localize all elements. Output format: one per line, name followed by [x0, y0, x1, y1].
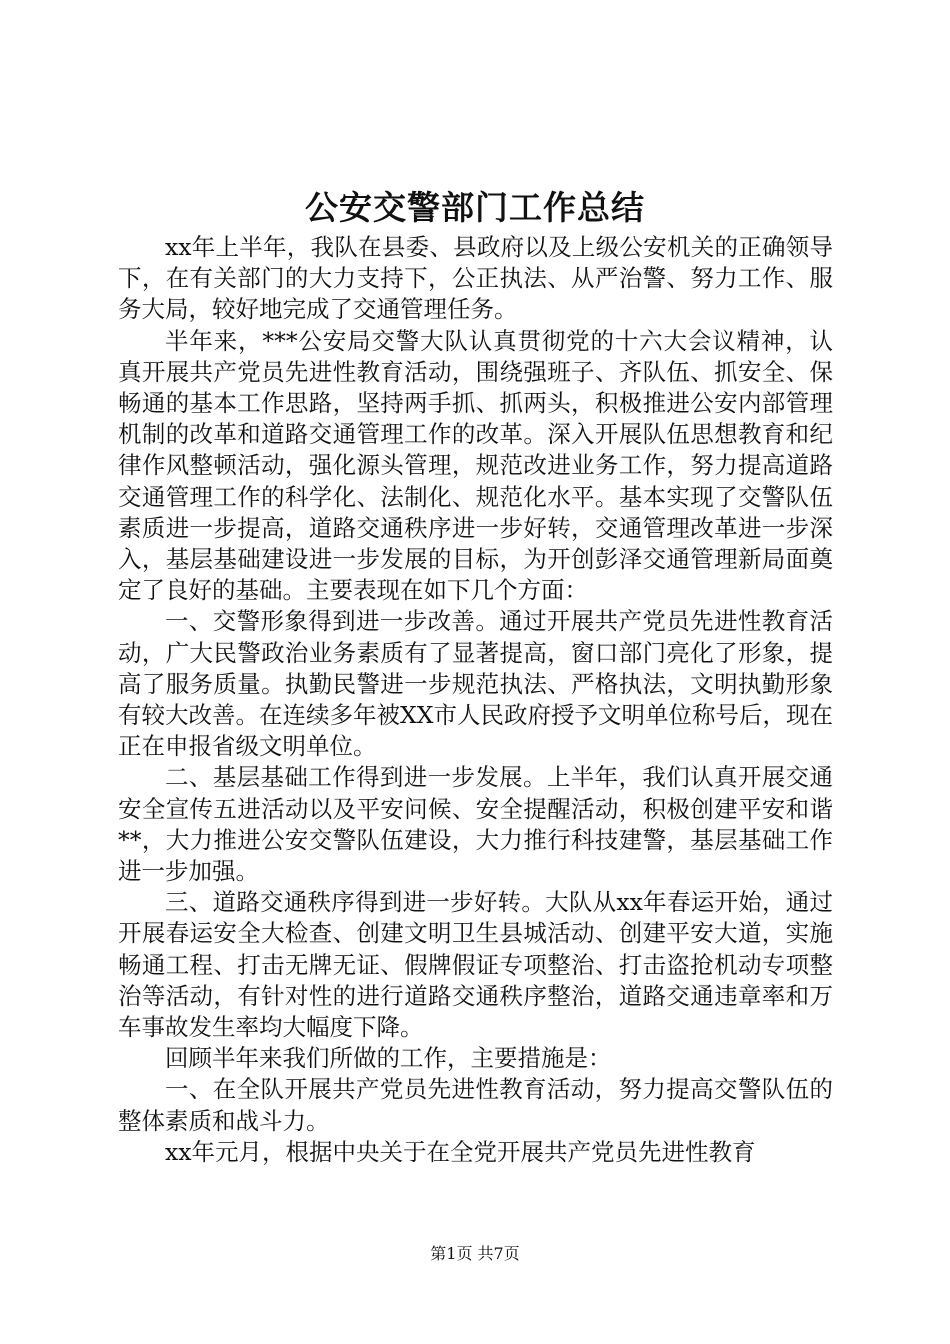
paragraph-intro: xx年上半年，我队在县委、县政府以及上级公安机关的正确领导下，在有关部门的大力支持下，公正执法、从严治警、努力工作、服务大局，较好地完成了交通管理任务。: [118, 233, 833, 324]
paragraph-measure-1: 一、在全队开展共产党员先进性教育活动，努力提高交警队伍的整体素质和战斗力。: [118, 1075, 833, 1135]
paragraph-point-2: 二、基层基础工作得到进一步发展。上半年，我们认真开展交通安全宣传五进活动以及平安问候、安全提醒活动，积极创建平安和谐**，大力推进公安交警队伍建设，大力推行科技建警，基层基础工作进一步加强。: [118, 763, 833, 886]
page-number-footer: 第1页 共7页: [430, 1244, 520, 1263]
paragraph-point-1: 一、交警形象得到进一步改善。通过开展共产党员先进性教育活动，广大民警政治业务素质有了显著提高，窗口部门亮化了形象，提高了服务质量。执勤民警进一步规范执法、严格执法，文明执勤形象有较大改善。在连续多年被XX市人民政府授予文明单位称号后，现在正在申报省级文明单位。: [118, 607, 833, 761]
paragraph-measure-1-detail: xx年元月，根据中央关于在全党开展共产党员先进性教育: [165, 1137, 756, 1166]
paragraph-measures-intro: 回顾半年来我们所做的工作，主要措施是：: [165, 1044, 612, 1073]
document-title: 公安交警部门工作总结: [305, 188, 645, 227]
document-body: [118, 232, 833, 1168]
paragraph-point-3: 三、道路交通秩序得到进一步好转。大队从xx年春运开始，通过开展春运安全大检查、创建文明卫生县城活动、创建平安大道，实施畅通工程、打击无牌无证、假牌假证专项整治、打击盗抢机动专项整治等活动，有针对性的进行道路交通秩序整治，道路交通违章率和万车事故发生率均大幅度下降。: [118, 888, 833, 1042]
paragraph-overview: 半年来，***公安局交警大队认真贯彻党的十六大会议精神，认真开展共产党员先进性教育活动，围绕强班子、齐队伍、抓安全、保畅通的基本工作思路，坚持两手抓、抓两头，积极推进公安内部管理机制的改革和道路交通管理工作的改革。深入开展队伍思想教育和纪律作风整顿活动，强化源头管理，规范改进业务工作，努力提高道路交通管理工作的科学化、法制化、规范化水平。基本实现了交警队伍素质进一步提高，道路交通秩序进一步好转，交通管理改革进一步深入，基层基础建设进一步发展的目标，为开创彭泽交通管理新局面奠定了良好的基础。主要表现在如下几个方面：: [118, 326, 833, 605]
